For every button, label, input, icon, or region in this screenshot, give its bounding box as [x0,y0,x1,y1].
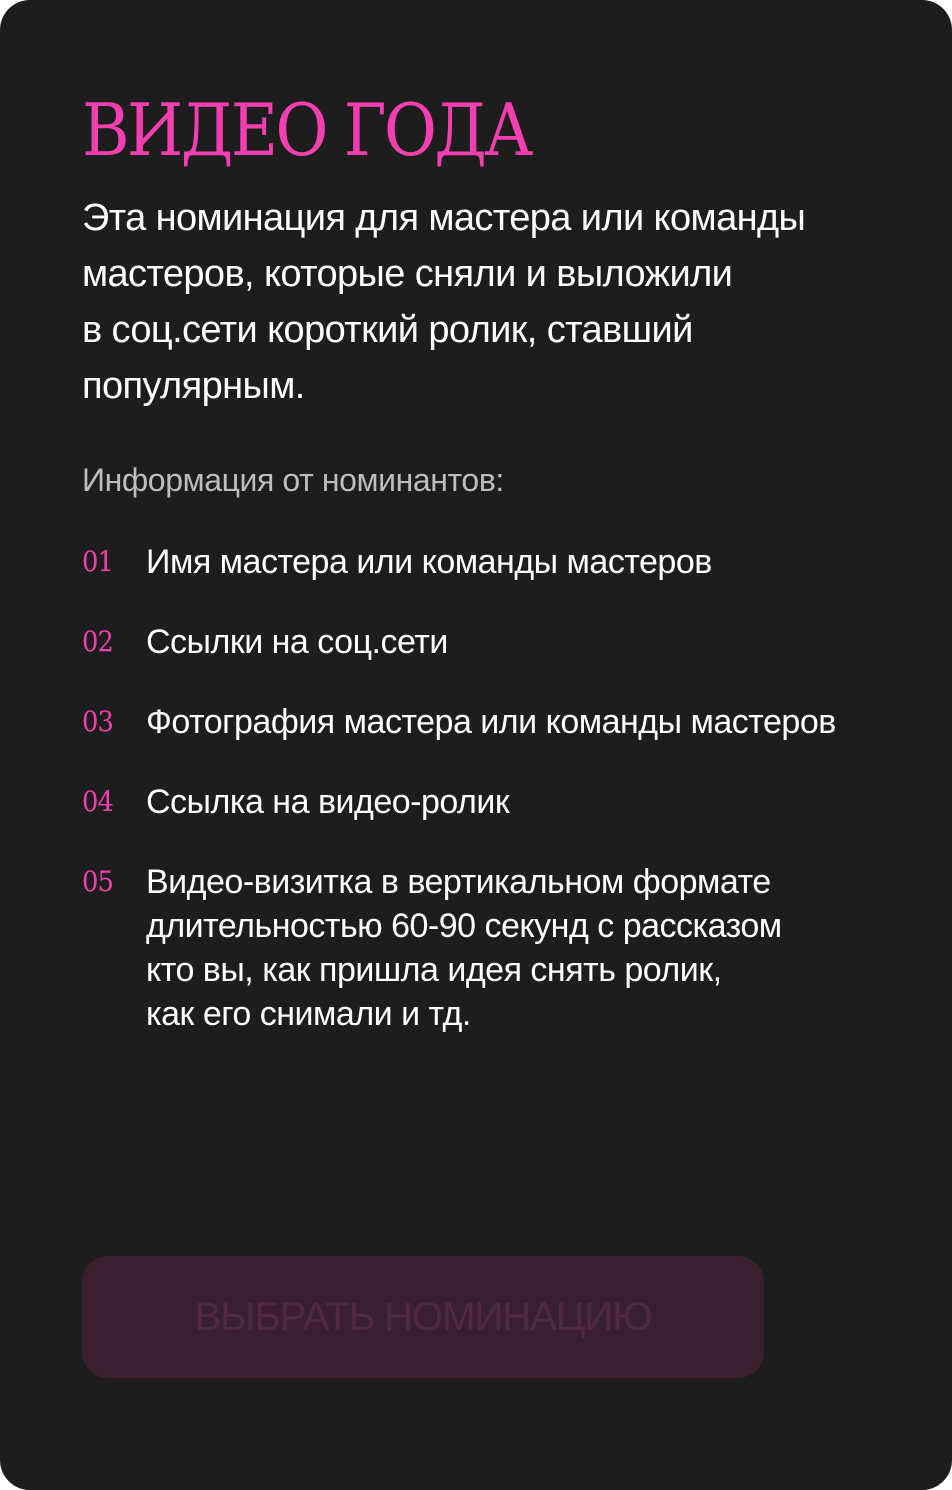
list-item [82,700,922,744]
item-number: 05 [82,865,113,898]
nomination-description [82,190,902,414]
select-nomination-button[interactable]: ВЫБРАТЬ НОМИНАЦИЮ [82,1256,764,1378]
list-item [82,780,922,824]
item-text [146,540,712,584]
list-item [82,620,922,664]
list-item [82,860,922,1036]
item-text-line: Ссылки на соц.сети [146,623,448,661]
item-text-line: длительностью 60-90 секунд с рассказом [146,907,782,945]
item-number: 04 [82,785,113,818]
item-text-line: как его снимали и тд. [146,995,471,1033]
nomination-title: ВИДЕО ГОДА [82,88,531,172]
requirements-list [82,540,922,1072]
description-line: мастеров, которые сняли и выложили [82,253,733,295]
item-text [146,700,836,744]
info-heading: Информация от номинантов: [82,462,504,498]
item-text-line: Имя мастера или команды мастеров [146,543,712,581]
item-text-line: кто вы, как пришла идея снять ролик, [146,951,722,989]
description-line: популярным. [82,365,305,407]
item-number: 03 [82,705,113,738]
item-text [146,780,509,824]
item-text [146,860,782,1036]
item-text-line: Ссылка на видео-ролик [146,783,510,821]
item-text-line: Фотография мастера или команды мастеров [146,703,836,741]
item-text-line: Видео-визитка в вертикальном формате [146,863,771,901]
list-item [82,540,922,584]
item-number: 01 [82,545,113,578]
item-text [146,620,448,664]
description-line: Эта номинация для мастера или команды [82,197,806,239]
item-number: 02 [82,625,113,658]
description-line: в соц.сети короткий ролик, ставший [82,309,693,351]
